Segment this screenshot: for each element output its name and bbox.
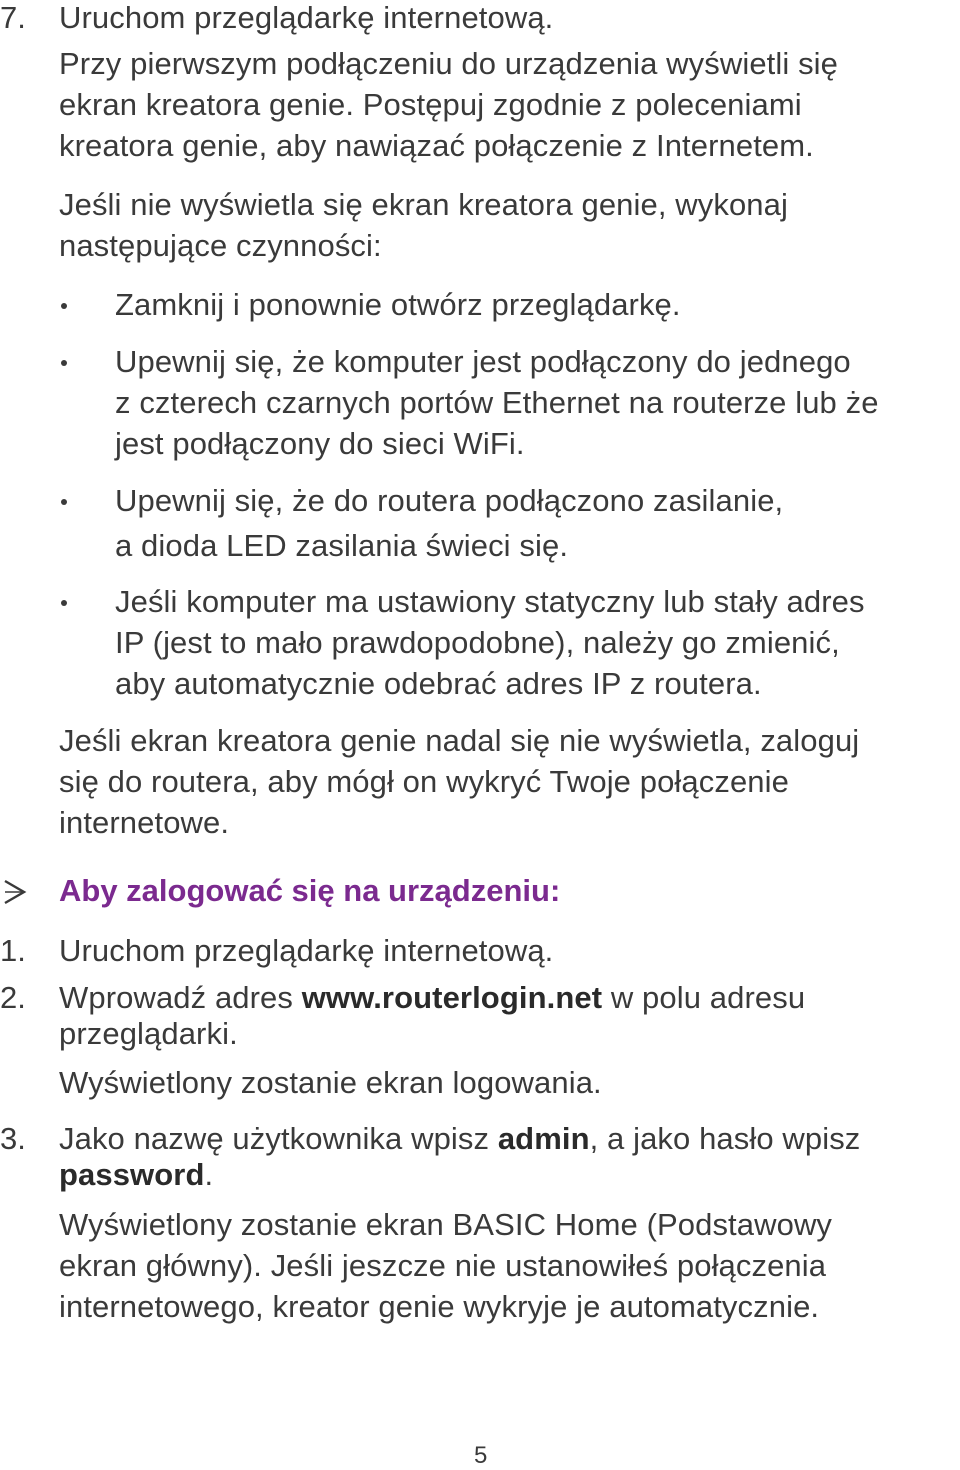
paragraph-line: kreatora genie, aby nawiązać połączenie z Internetem. xyxy=(59,128,814,163)
bullet-line: aby automatycznie odebrać adres IP z routera. xyxy=(115,666,762,701)
bullet-line: jest podłączony do sieci WiFi. xyxy=(115,426,525,461)
bullet-line: z czterech czarnych portów Ethernet na routerze lub że xyxy=(115,385,879,420)
paragraph-line: się do routera, aby mógł on wykryć Twoje połączenie xyxy=(59,764,789,799)
step-text-pre: Wprowadź adres xyxy=(59,980,302,1015)
url-text: www.routerlogin.net xyxy=(301,980,603,1015)
bullet-line: a dioda LED zasilania świeci się. xyxy=(115,528,569,563)
paragraph-line: Jeśli ekran kreatora genie nadal się nie wyświetla, zaloguj xyxy=(59,723,860,758)
step-text xyxy=(59,1121,860,1157)
paragraph-line: następujące czynności: xyxy=(59,228,382,263)
paragraph-line: ekran kreatora genie. Postępuj zgodnie z poleceniami xyxy=(59,87,802,122)
paragraph-line: Jeśli nie wyświetla się ekran kreatora genie, wykonaj xyxy=(59,187,788,222)
bullet-icon xyxy=(61,360,67,366)
bullet-icon xyxy=(61,499,67,505)
paragraph-line: Przy pierwszym podłączeniu do urządzenia wyświetli się xyxy=(59,46,838,81)
step-note: Wyświetlony zostanie ekran logowania. xyxy=(59,1065,602,1100)
step-number: 1. xyxy=(0,933,26,968)
arrow-bullet-icon xyxy=(2,878,28,906)
step-text-mid: , a jako hasło wpisz xyxy=(589,1121,861,1156)
bullet-line: Upewnij się, że komputer jest podłączony do jednego xyxy=(115,344,851,379)
step-title: Uruchom przeglądarkę internetową. xyxy=(59,0,554,35)
bullet-icon xyxy=(61,303,67,309)
step-note: internetowego, kreator genie wykryje je automatycznie. xyxy=(59,1289,820,1324)
bullet-line: Jeśli komputer ma ustawiony statyczny lub stały adres xyxy=(115,584,865,619)
step-text: przeglądarki. xyxy=(59,1016,238,1051)
username-text: admin xyxy=(497,1121,590,1156)
paragraph-line: internetowe. xyxy=(59,805,230,840)
step-text xyxy=(59,980,805,1016)
page-number: 5 xyxy=(474,1442,488,1469)
step-text-post: . xyxy=(204,1157,214,1192)
password-text: password xyxy=(59,1157,205,1192)
bullet-icon xyxy=(61,600,67,606)
step-text-post: w polu adresu xyxy=(602,980,806,1015)
section-heading: Aby zalogować się na urządzeniu: xyxy=(59,873,561,908)
step-text-pre: Jako nazwę użytkownika wpisz xyxy=(59,1121,498,1156)
step-note: Wyświetlony zostanie ekran BASIC Home (Podstawowy xyxy=(59,1207,833,1242)
step-note: ekran główny). Jeśli jeszcze nie ustanowiłeś połączenia xyxy=(59,1248,827,1283)
step-number: 7. xyxy=(0,0,26,35)
step-text: Uruchom przeglądarkę internetową. xyxy=(59,933,554,968)
bullet-line: Zamknij i ponownie otwórz przeglądarkę. xyxy=(115,287,681,322)
bullet-line: Upewnij się, że do routera podłączono zasilanie, xyxy=(115,483,784,518)
step-number: 2. xyxy=(0,980,26,1015)
bullet-line: IP (jest to mało prawdopodobne), należy go zmienić, xyxy=(115,625,840,660)
step-text xyxy=(59,1157,213,1193)
step-number: 3. xyxy=(0,1121,26,1156)
